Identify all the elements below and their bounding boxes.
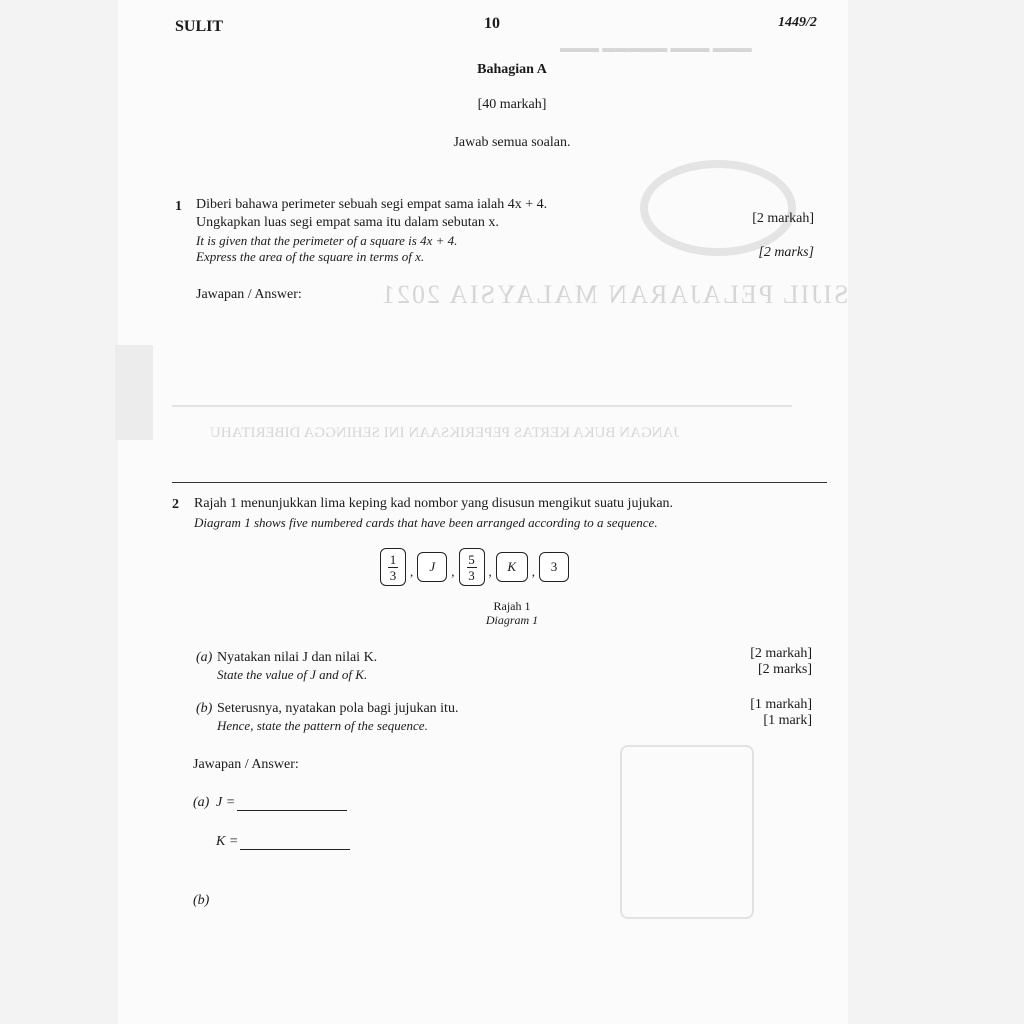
section-title: Bahagian A [477,62,547,77]
show-through-text: SIJIL PELAJARAN MALAYSIA 2021 [380,280,849,309]
question-1-marks-en: [2 marks] [758,245,814,260]
part-a-text-en: State the value of J and of K. [217,667,368,682]
card-1-fraction [388,553,398,582]
part-b-marks-en: [1 mark] [763,713,812,728]
card-3-denominator: 3 [468,567,475,583]
card-separator: , [488,564,492,579]
card-3 [459,548,485,586]
question-1-text-ms-2: Ungkapkan luas segi empat sama itu dalam sebutan x. [196,215,499,230]
answer-b-label: (b) [193,893,210,908]
card-4: K [496,552,528,582]
answer-k-row [216,834,350,850]
part-b-text-ms: Seterusnya, nyatakan pola bagi jujukan itu. [217,701,459,716]
answer-j-field[interactable] [237,798,347,811]
section-instruction: Jawab semua soalan. [453,135,571,150]
card-separator: , [531,564,535,579]
card-1-numerator: 1 [389,551,397,567]
answer-k-field[interactable] [240,837,350,850]
part-a-marks-en: [2 marks] [757,662,812,677]
answer-j-row [216,795,347,811]
exam-page [118,0,848,1024]
part-b-text-en: Hence, state the pattern of the sequence. [217,718,428,733]
question-2-answer-label: Jawapan / Answer: [193,757,299,772]
question-divider [172,482,827,483]
part-b-marks-ms: [1 markah] [750,697,812,712]
part-a-marks-ms: [2 markah] [750,646,812,661]
number-cards [380,548,569,586]
question-1-number: 1 [175,199,182,214]
part-a-text-ms: Nyatakan nilai J dan nilai K. [217,650,378,665]
diagram-label-en: Diagram 1 [485,613,539,627]
question-1-answer-label: Jawapan / Answer: [196,287,302,302]
question-1-marks-ms: [2 markah] [752,211,814,226]
confidential-label: SULIT [175,18,224,35]
page-number: 10 [484,15,500,32]
show-through-text: ▬▬▬ ▬▬▬▬▬ ▬▬▬ ▬▬▬ [560,40,752,55]
card-1-denominator: 3 [389,567,397,583]
question-1-text-ms: Diberi bahawa perimeter sebuah segi empat sama ialah 4x + 4. [196,197,548,212]
part-a-label: (a) [196,650,213,665]
question-2-number: 2 [172,497,179,512]
answer-j-label: J = [216,795,236,810]
show-through-text: JANGAN BUKA KERTAS PEPERIKSAAN INI SEHINGGA DIBERITAHU [210,425,680,441]
card-2: J [417,552,447,582]
diagram-label-ms: Rajah 1 [493,599,531,613]
question-2-text-en: Diagram 1 shows five numbered cards that have been arranged according to a sequence. [194,515,658,530]
part-b-label: (b) [196,701,213,716]
answer-k-label: K = [216,834,239,849]
card-separator: , [410,564,414,579]
card-5: 3 [539,552,569,582]
question-1-text-en-2: Express the area of the square in terms of x. [196,249,425,264]
section-marks: [40 markah] [477,97,547,112]
question-2-text-ms: Rajah 1 menunjukkan lima keping kad nombor yang disusun mengikut suatu jujukan. [194,496,674,511]
card-separator: , [451,564,455,579]
card-3-fraction [467,553,477,582]
paper-code: 1449/2 [778,15,817,30]
card-1 [380,548,406,586]
answer-a-label: (a) [193,795,210,810]
card-3-numerator: 5 [468,551,475,567]
question-1-text-en: It is given that the perimeter of a square is 4x + 4. [196,233,458,248]
